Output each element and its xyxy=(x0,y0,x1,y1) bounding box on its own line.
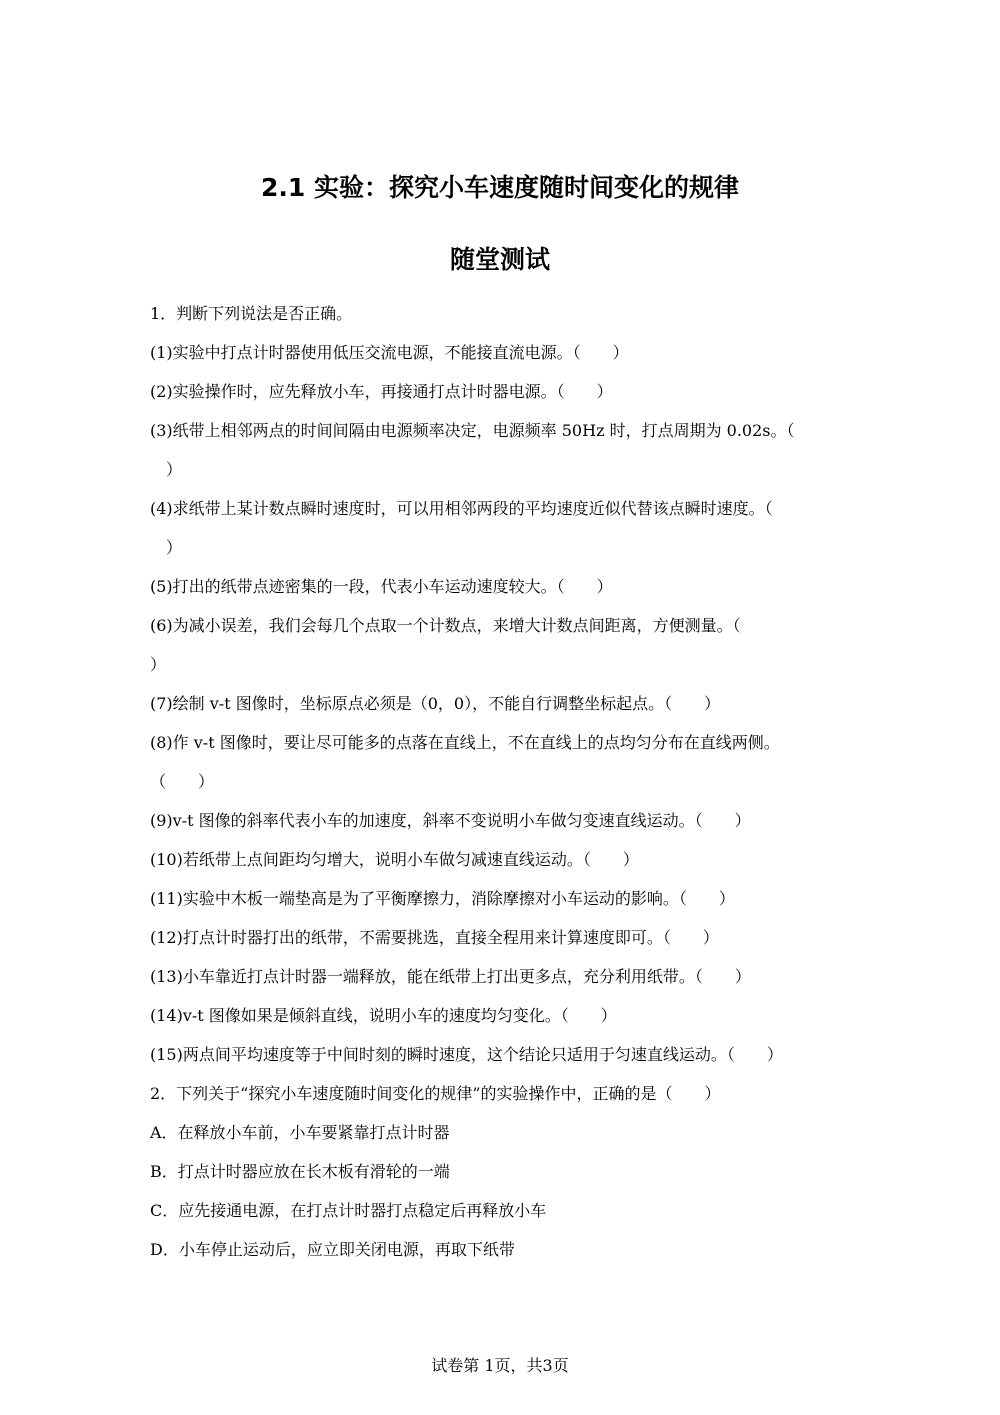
statement-5: (5)打出的纸带点迹密集的一段，代表小车运动速度较大。（ ） xyxy=(150,577,613,596)
statement-4-cont: ） xyxy=(150,538,183,557)
statement-15: (15)两点间平均速度等于中间时刻的瞬时速度，这个结论只适用于匀速直线运动。（ ） xyxy=(150,1045,783,1064)
statement-10: (10)若纸带上点间距均匀增大，说明小车做匀减速直线运动。（ ） xyxy=(150,850,639,869)
document-subtitle: 随堂测试 xyxy=(449,245,550,274)
statement-11: (11)实验中木板一端垫高是为了平衡摩擦力，消除摩擦对小车运动的影响。（ ） xyxy=(150,889,735,908)
page-footer: 试卷第 1页，共3页 xyxy=(431,1356,569,1375)
statement-7: (7)绘制 v-t 图像时，坐标原点必须是（0，0），不能自行调整坐标起点。（ ） xyxy=(150,694,721,713)
statement-4: (4)求纸带上某计数点瞬时速度时，可以用相邻两段的平均速度近似代替该点瞬时速度。（ xyxy=(150,499,773,518)
question-2-stem: 2．下列关于“探究小车速度随时间变化的规律”的实验操作中，正确的是（ ） xyxy=(150,1084,721,1103)
statement-13: (13)小车靠近打点计时器一端释放，能在纸带上打出更多点，充分利用纸带。（ ） xyxy=(150,967,751,986)
question-1-stem: 1．判断下列说法是否正确。 xyxy=(150,304,353,323)
statement-8: (8)作 v-t 图像时，要让尽可能多的点落在直线上，不在直线上的点均匀分布在直线两侧。 xyxy=(150,733,780,752)
option-d: D．小车停止运动后，应立即关闭电源，再取下纸带 xyxy=(150,1240,515,1259)
statement-3-cont: ） xyxy=(150,460,183,479)
document-title: 2.1 实验：探究小车速度随时间变化的规律 xyxy=(261,173,739,202)
option-b: B．打点计时器应放在长木板有滑轮的一端 xyxy=(150,1162,450,1181)
statement-12: (12)打点计时器打出的纸带，不需要挑选，直接全程用来计算速度即可。（ ） xyxy=(150,928,719,947)
option-c: C．应先接通电源，在打点计时器打点稳定后再释放小车 xyxy=(150,1201,547,1220)
statement-1: (1)实验中打点计时器使用低压交流电源，不能接直流电源。（ ） xyxy=(150,343,629,362)
statement-6-cont: ） xyxy=(150,655,167,674)
statement-14: (14)v-t 图像如果是倾斜直线，说明小车的速度均匀变化。（ ） xyxy=(150,1006,617,1025)
statement-9: (9)v-t 图像的斜率代表小车的加速度，斜率不变说明小车做匀变速直线运动。（ ） xyxy=(150,811,751,830)
statement-3: (3)纸带上相邻两点的时间间隔由电源频率决定，电源频率 50Hz 时，打点周期为 0.02s。（ xyxy=(150,421,795,440)
statement-8-cont: （ ） xyxy=(150,772,215,791)
option-a: A．在释放小车前，小车要紧靠打点计时器 xyxy=(150,1123,450,1142)
statement-2: (2)实验操作时，应先释放小车，再接通打点计时器电源。（ ） xyxy=(150,382,613,401)
statement-6: (6)为减小误差，我们会每几个点取一个计数点，来增大计数点间距离，方便测量。（ xyxy=(150,616,741,635)
